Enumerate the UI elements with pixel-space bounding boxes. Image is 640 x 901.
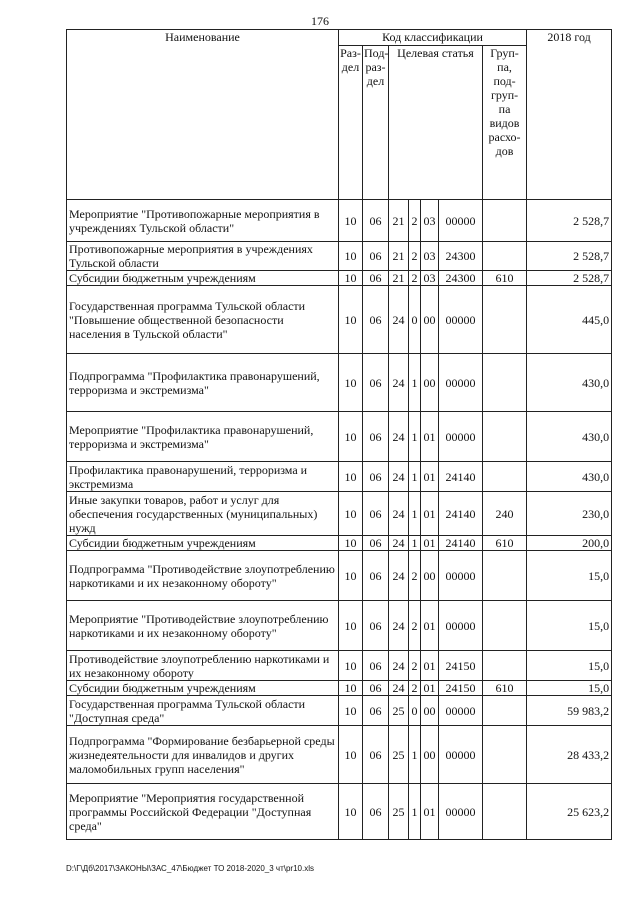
cell-vr: 610 [483, 536, 527, 551]
cell-c1: 24 [389, 681, 409, 696]
cell-c4: 24140 [439, 536, 483, 551]
cell-amount: 15,0 [527, 551, 612, 601]
cell-name: Мероприятие "Профилактика правонарушений, терроризма и экстремизма" [67, 412, 339, 462]
cell-c3: 03 [421, 200, 439, 242]
cell-name: Субсидии бюджетным учреждениям [67, 271, 339, 286]
cell-pr: 06 [363, 462, 389, 492]
cell-name: Мероприятие "Противодействие злоупотреблению наркотиками и их незаконному обороту" [67, 601, 339, 651]
table-row [67, 651, 612, 681]
cell-amount: 430,0 [527, 412, 612, 462]
cell-pr: 06 [363, 726, 389, 784]
cell-c4: 24300 [439, 271, 483, 286]
cell-c4: 00000 [439, 726, 483, 784]
cell-vr [483, 462, 527, 492]
cell-c3: 00 [421, 286, 439, 354]
cell-c4: 00000 [439, 696, 483, 726]
cell-name: Противопожарные мероприятия в учреждениях Тульской области [67, 242, 339, 271]
cell-c2: 2 [409, 551, 421, 601]
cell-rz: 10 [339, 726, 363, 784]
cell-rz: 10 [339, 696, 363, 726]
cell-c1: 21 [389, 271, 409, 286]
cell-name: Субсидии бюджетным учреждениям [67, 536, 339, 551]
cell-pr: 06 [363, 286, 389, 354]
cell-vr [483, 242, 527, 271]
cell-c4: 24150 [439, 681, 483, 696]
cell-c4: 24140 [439, 492, 483, 536]
cell-vr [483, 354, 527, 412]
cell-c4: 00000 [439, 551, 483, 601]
cell-vr [483, 726, 527, 784]
cell-name: Профилактика правонарушений, терроризма и экстремизма [67, 462, 339, 492]
cell-c3: 03 [421, 271, 439, 286]
cell-vr [483, 551, 527, 601]
cell-c1: 24 [389, 412, 409, 462]
cell-c1: 21 [389, 242, 409, 271]
cell-pr: 06 [363, 551, 389, 601]
cell-amount: 430,0 [527, 354, 612, 412]
header-name: Наименование [67, 30, 339, 200]
cell-c2: 1 [409, 784, 421, 840]
file-path-footer: D:\Г\Дб\2017\ЗАКОНЫ\ЗАС_47\Бюджет ТО 2018-2020_3 чт\pr10.xls [66, 864, 314, 873]
table-row [67, 601, 612, 651]
cell-vr [483, 696, 527, 726]
table-row [67, 271, 612, 286]
cell-amount: 2 528,7 [527, 242, 612, 271]
page-number: 176 [311, 14, 329, 28]
cell-c1: 24 [389, 354, 409, 412]
table-row [67, 784, 612, 840]
cell-pr: 06 [363, 200, 389, 242]
cell-rz: 10 [339, 601, 363, 651]
cell-c2: 2 [409, 200, 421, 242]
cell-c4: 00000 [439, 286, 483, 354]
cell-c1: 24 [389, 551, 409, 601]
table-row [67, 412, 612, 462]
cell-pr: 06 [363, 784, 389, 840]
cell-c1: 24 [389, 601, 409, 651]
cell-vr: 610 [483, 681, 527, 696]
cell-amount: 59 983,2 [527, 696, 612, 726]
cell-c3: 01 [421, 412, 439, 462]
cell-c1: 25 [389, 726, 409, 784]
cell-vr [483, 286, 527, 354]
cell-c4: 00000 [439, 200, 483, 242]
cell-name: Субсидии бюджетным учреждениям [67, 681, 339, 696]
cell-vr [483, 412, 527, 462]
cell-name: Государственная программа Тульской области "Доступная среда" [67, 696, 339, 726]
cell-vr [483, 784, 527, 840]
cell-amount: 2 528,7 [527, 271, 612, 286]
table-row [67, 696, 612, 726]
cell-rz: 10 [339, 462, 363, 492]
header-razdel: Раз- дел [339, 46, 363, 200]
cell-c2: 1 [409, 412, 421, 462]
cell-c2: 1 [409, 492, 421, 536]
cell-c4: 00000 [439, 784, 483, 840]
cell-pr: 06 [363, 536, 389, 551]
cell-c1: 24 [389, 536, 409, 551]
table-row [67, 492, 612, 536]
cell-c2: 0 [409, 696, 421, 726]
cell-rz: 10 [339, 412, 363, 462]
cell-c4: 00000 [439, 412, 483, 462]
cell-c2: 0 [409, 286, 421, 354]
cell-c2: 2 [409, 681, 421, 696]
cell-c1: 25 [389, 696, 409, 726]
cell-pr: 06 [363, 696, 389, 726]
cell-rz: 10 [339, 492, 363, 536]
cell-rz: 10 [339, 271, 363, 286]
cell-c3: 03 [421, 242, 439, 271]
cell-c4: 00000 [439, 601, 483, 651]
cell-amount: 15,0 [527, 681, 612, 696]
cell-pr: 06 [363, 492, 389, 536]
cell-rz: 10 [339, 200, 363, 242]
cell-c1: 24 [389, 492, 409, 536]
cell-name: Мероприятие "Противопожарные мероприятия в учреждениях Тульской области" [67, 200, 339, 242]
cell-c3: 01 [421, 784, 439, 840]
cell-c3: 00 [421, 726, 439, 784]
cell-name: Подпрограмма "Противодействие злоупотреблению наркотиками и их незаконному обороту" [67, 551, 339, 601]
cell-pr: 06 [363, 242, 389, 271]
cell-c2: 2 [409, 242, 421, 271]
cell-c3: 01 [421, 462, 439, 492]
cell-pr: 06 [363, 354, 389, 412]
cell-vr: 610 [483, 271, 527, 286]
cell-amount: 25 623,2 [527, 784, 612, 840]
budget-table [66, 29, 612, 840]
cell-c2: 1 [409, 536, 421, 551]
header-code: Код классификации [339, 30, 527, 46]
cell-amount: 200,0 [527, 536, 612, 551]
cell-c3: 01 [421, 492, 439, 536]
table-row [67, 354, 612, 412]
cell-name: Подпрограмма "Профилактика правонарушений, терроризма и экстремизма" [67, 354, 339, 412]
cell-c2: 2 [409, 271, 421, 286]
cell-amount: 28 433,2 [527, 726, 612, 784]
cell-pr: 06 [363, 681, 389, 696]
header-celevaya: Целевая статья [389, 46, 483, 200]
cell-rz: 10 [339, 354, 363, 412]
cell-name: Иные закупки товаров, работ и услуг для обеспечения государственных (муниципальных) нужд [67, 492, 339, 536]
header-podrazdel: Под- раз- дел [363, 46, 389, 200]
cell-amount: 430,0 [527, 462, 612, 492]
cell-pr: 06 [363, 601, 389, 651]
cell-rz: 10 [339, 536, 363, 551]
cell-rz: 10 [339, 286, 363, 354]
cell-c4: 24140 [439, 462, 483, 492]
cell-c2: 1 [409, 462, 421, 492]
cell-c3: 00 [421, 354, 439, 412]
cell-c4: 24300 [439, 242, 483, 271]
cell-c1: 25 [389, 784, 409, 840]
cell-name: Государственная программа Тульской области "Повышение общественной безопасности населения в Тульской области" [67, 286, 339, 354]
cell-vr: 240 [483, 492, 527, 536]
header-gruppa: Груп- па, под- груп- па видов расхо- дов [483, 46, 527, 200]
cell-amount: 2 528,7 [527, 200, 612, 242]
table-row [67, 286, 612, 354]
cell-c3: 00 [421, 696, 439, 726]
cell-c3: 01 [421, 681, 439, 696]
cell-amount: 445,0 [527, 286, 612, 354]
cell-amount: 230,0 [527, 492, 612, 536]
cell-c3: 01 [421, 536, 439, 551]
cell-vr [483, 200, 527, 242]
cell-name: Мероприятие "Мероприятия государственной программы Российской Федерации "Доступная среда" [67, 784, 339, 840]
table-row [67, 536, 612, 551]
cell-rz: 10 [339, 551, 363, 601]
header-year: 2018 год [527, 30, 612, 200]
cell-rz: 10 [339, 242, 363, 271]
cell-c4: 24150 [439, 651, 483, 681]
cell-rz: 10 [339, 784, 363, 840]
cell-pr: 06 [363, 271, 389, 286]
cell-c2: 1 [409, 726, 421, 784]
cell-c2: 2 [409, 601, 421, 651]
cell-c3: 00 [421, 551, 439, 601]
cell-rz: 10 [339, 681, 363, 696]
table-row [67, 462, 612, 492]
cell-vr [483, 651, 527, 681]
cell-name: Противодействие злоупотреблению наркотиками и их незаконному обороту [67, 651, 339, 681]
cell-c4: 00000 [439, 354, 483, 412]
cell-c1: 24 [389, 462, 409, 492]
cell-vr [483, 601, 527, 651]
table-row [67, 242, 612, 271]
cell-pr: 06 [363, 651, 389, 681]
cell-c1: 24 [389, 651, 409, 681]
cell-c3: 01 [421, 601, 439, 651]
cell-c2: 1 [409, 354, 421, 412]
cell-pr: 06 [363, 412, 389, 462]
table-row [67, 726, 612, 784]
cell-rz: 10 [339, 651, 363, 681]
cell-c2: 2 [409, 651, 421, 681]
table-row [67, 681, 612, 696]
table-row [67, 551, 612, 601]
cell-amount: 15,0 [527, 651, 612, 681]
cell-c1: 24 [389, 286, 409, 354]
table-row [67, 200, 612, 242]
cell-amount: 15,0 [527, 601, 612, 651]
cell-name: Подпрограмма "Формирование безбарьерной среды жизнедеятельности для инвалидов и других маломобильных групп населения" [67, 726, 339, 784]
cell-c3: 01 [421, 651, 439, 681]
cell-c1: 21 [389, 200, 409, 242]
